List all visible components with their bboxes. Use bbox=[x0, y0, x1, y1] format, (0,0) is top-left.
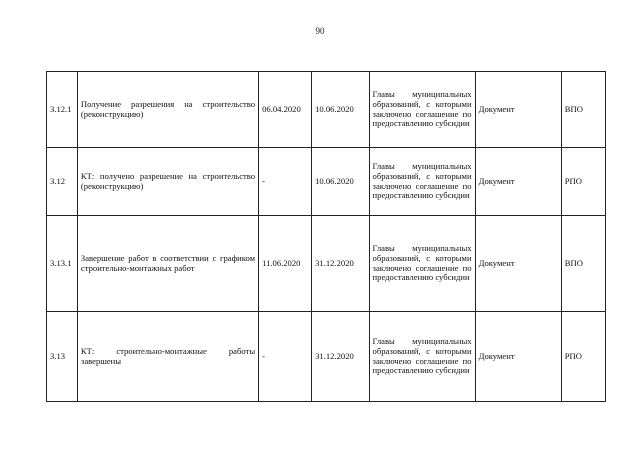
page-number: 90 bbox=[315, 26, 325, 36]
document-type: Документ bbox=[475, 72, 561, 148]
end-date: 10.06.2020 bbox=[312, 72, 369, 148]
control-level: ВПО bbox=[561, 216, 605, 312]
row-number: 3.13.1 bbox=[47, 216, 78, 312]
row-number: 3.12 bbox=[47, 148, 78, 216]
document-type: Документ bbox=[475, 312, 561, 402]
task-name: Получение разрешения на строительство (реконструкцию) bbox=[77, 72, 258, 148]
table-row bbox=[47, 148, 606, 216]
end-date: 31.12.2020 bbox=[312, 312, 369, 402]
start-date: - bbox=[259, 148, 312, 216]
start-date: 11.06.2020 bbox=[259, 216, 312, 312]
milestones-table bbox=[46, 71, 606, 402]
document-type: Документ bbox=[475, 148, 561, 216]
start-date: - bbox=[259, 312, 312, 402]
responsible: Главы муниципальных образований, с которыми заключено соглашение по предоставлению субсидии bbox=[369, 216, 475, 312]
responsible: Главы муниципальных образований, с которыми заключено соглашение по предоставлению субсидии bbox=[369, 312, 475, 402]
table-row bbox=[47, 216, 606, 312]
task-name: Завершение работ в соответствии с графиком строительно-монтажных работ bbox=[77, 216, 258, 312]
responsible: Главы муниципальных образований, с которыми заключено соглашение по предоставлению субсидии bbox=[369, 148, 475, 216]
end-date: 10.06.2020 bbox=[312, 148, 369, 216]
task-name: КТ: получено разрешение на строительство (реконструкцию) bbox=[77, 148, 258, 216]
document-type: Документ bbox=[475, 216, 561, 312]
table-row bbox=[47, 312, 606, 402]
row-number: 3.12.1 bbox=[47, 72, 78, 148]
start-date: 06.04.2020 bbox=[259, 72, 312, 148]
end-date: 31.12.2020 bbox=[312, 216, 369, 312]
responsible: Главы муниципальных образований, с которыми заключено соглашение по предоставлению субсидии bbox=[369, 72, 475, 148]
table-row bbox=[47, 72, 606, 148]
control-level: ВПО bbox=[561, 72, 605, 148]
control-level: РПО bbox=[561, 148, 605, 216]
control-level: РПО bbox=[561, 312, 605, 402]
task-name: КТ: строительно-монтажные работы завершены bbox=[77, 312, 258, 402]
row-number: 3.13 bbox=[47, 312, 78, 402]
